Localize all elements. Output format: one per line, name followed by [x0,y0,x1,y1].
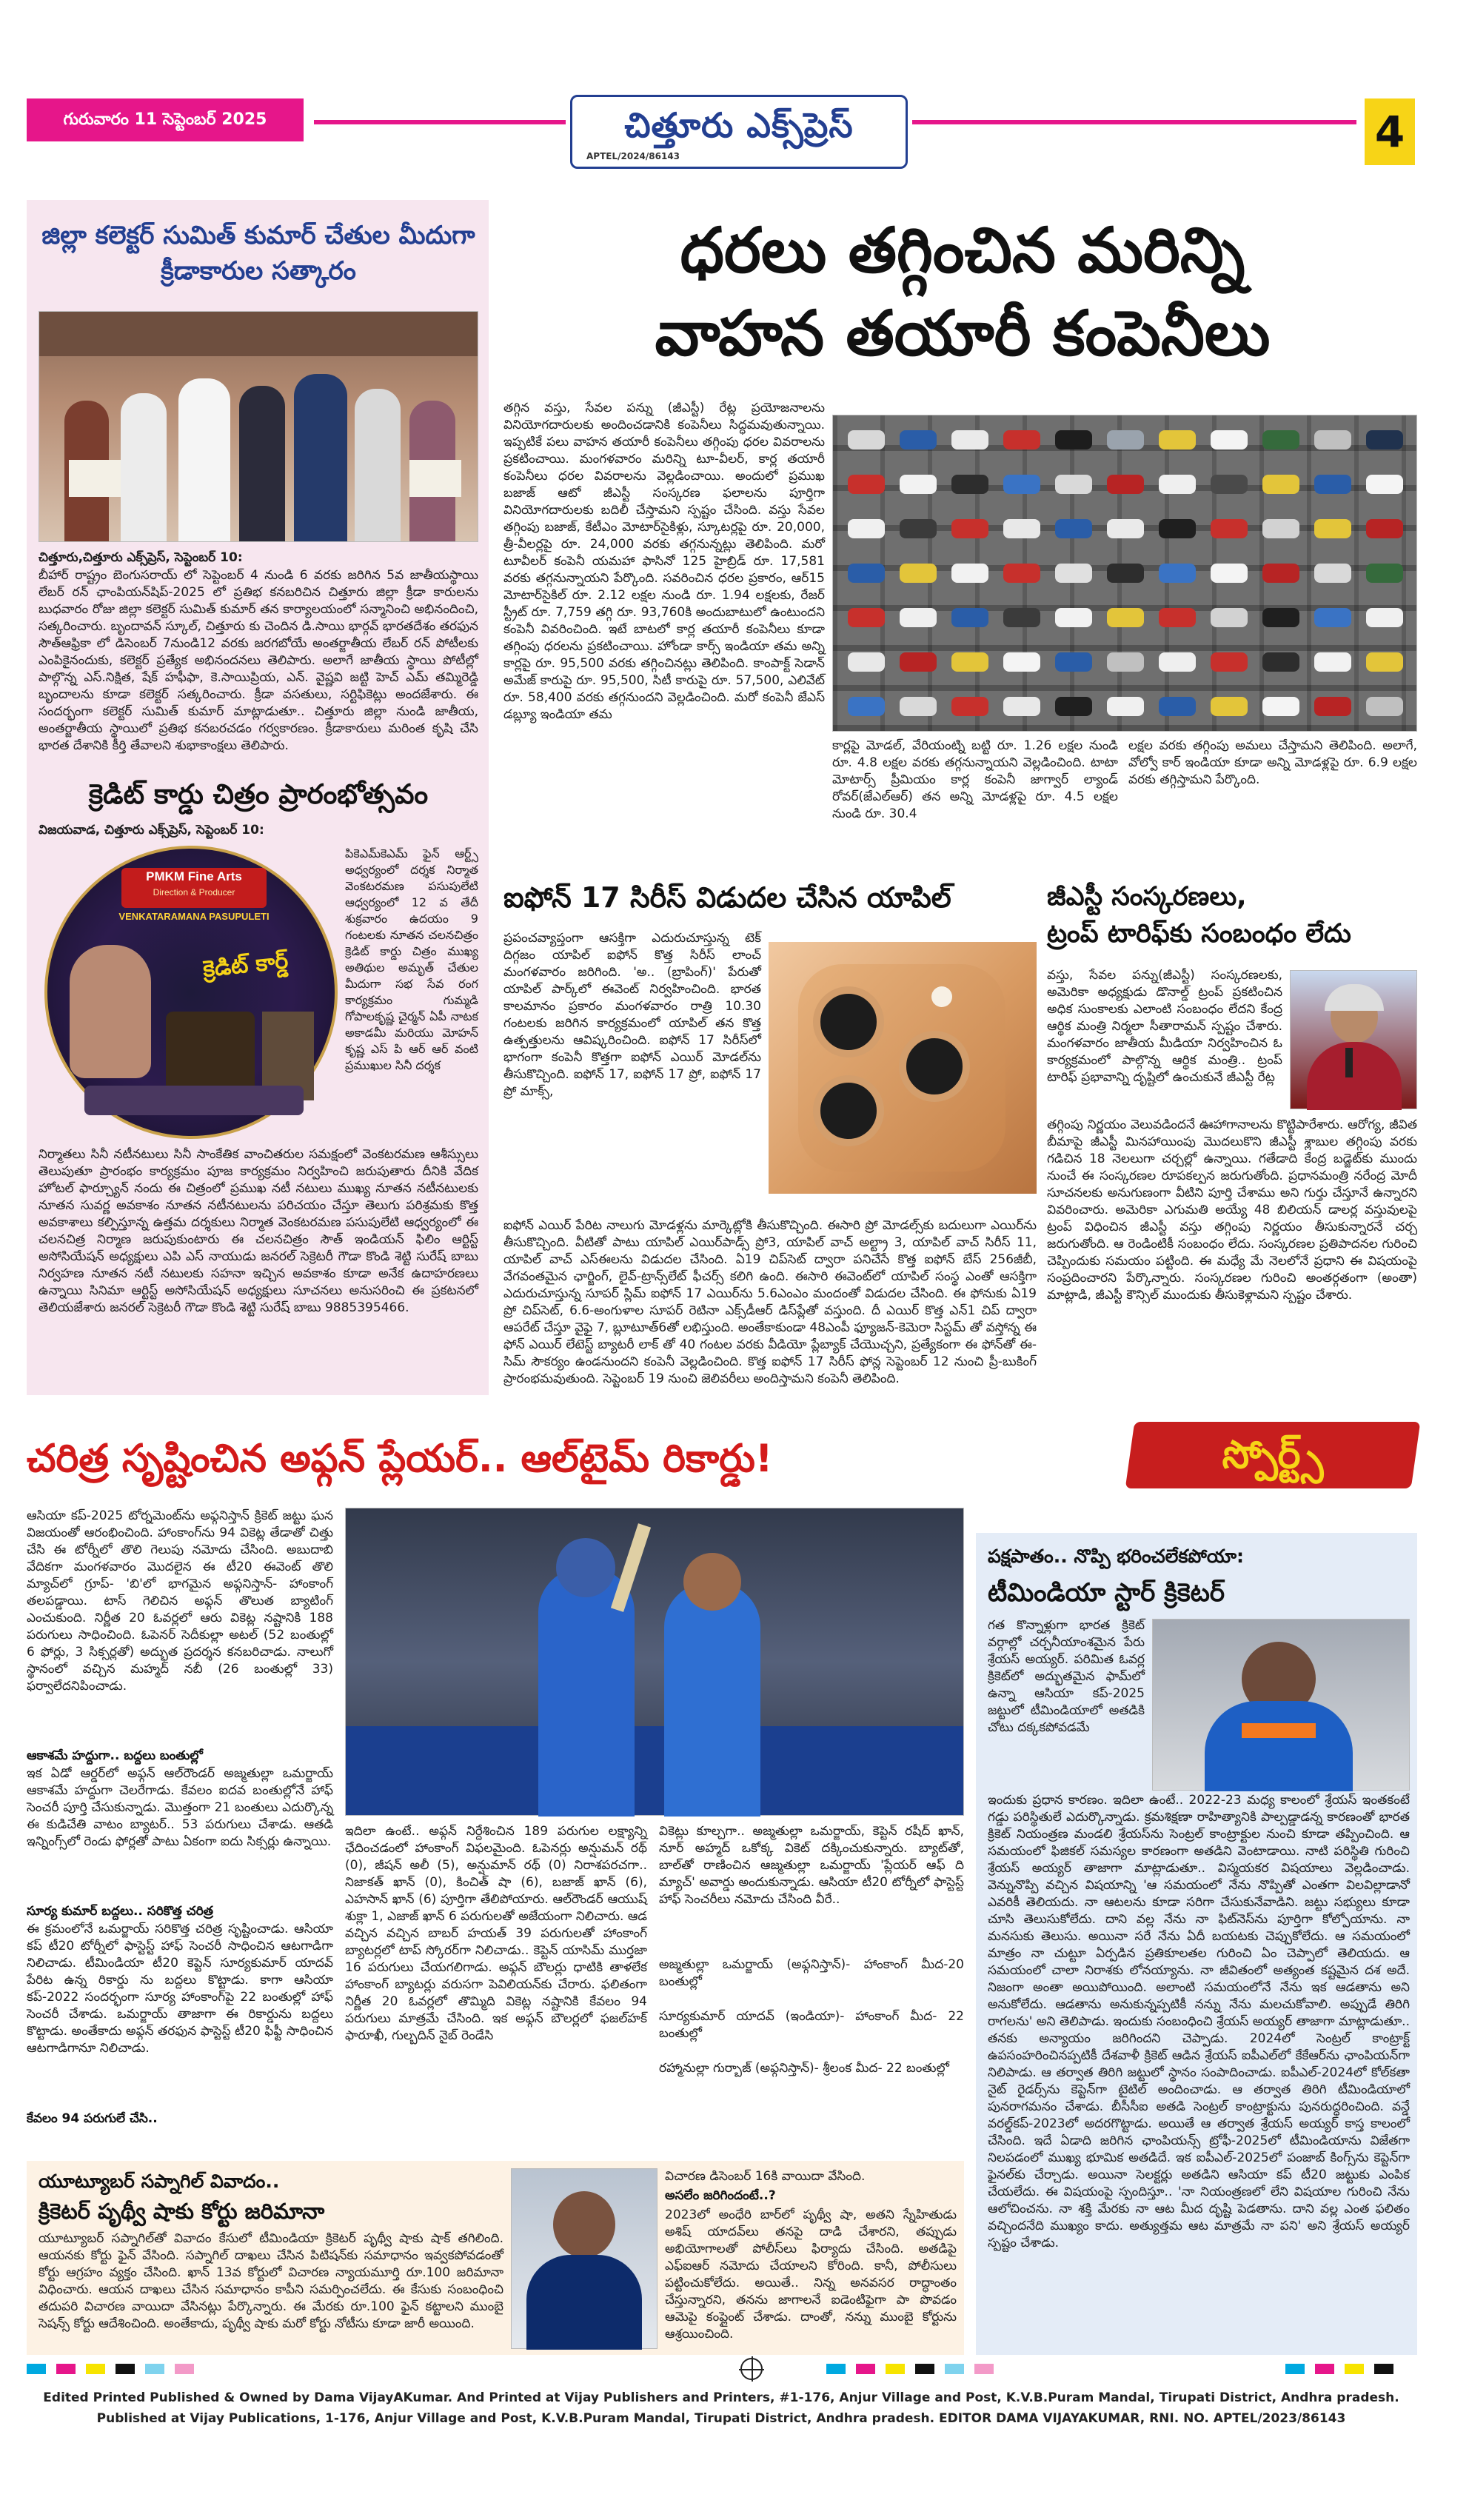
prithvi-kicker: యూట్యూబర్ సప్నాగిల్ వివాదం.. [39,2170,280,2192]
afghan-body-left-2: ఇక ఏడో ఆర్డర్‌లో అఫ్గన్ ఆల్‌రౌండర్ అజ్మతుల్లా ఒమర్జాయ్ ఆకాశమే హద్దుగా చెలరేగాడు. కేవలం ఐదవ బంతుల్లోనే హాఫ్ సెంచరీ పూర్తి చేసుకున్నాడు. మొత్తంగా 21 బంతులు ఎదుర్కొన్న ఈ కుడిచేతి వాటం బ్యాటర్.. 53 పరుగులు చేశాడు. ఆతడి ఇన్నింగ్స్‌లో రెండు ఫోర్లతో పాటు ఏకంగా ఐదు సిక్సర్లు ఉన్నాయి. [27,1766,333,1849]
prithvi-photo [511,2168,657,2349]
prithvi-right-body: 2023లో అంధేరి బార్‌లో పృథ్వీ షా, అతని స్నేహితుడు అశిష్ యాదవ్‌లు తనపై దాడి చేశారని, తప్పుడు అభియోగాలతో పోలీస్‌లు ఫిర్యాదు చేసింది. అతడిపై ఎఫ్ఐఆర్ నమోదు చేయాలని కోరింది. కానీ, పోలీసులు పట్టించుకోలేదు. అయితే.. నిన్న అనవసర రాద్ధాంతం చేస్తున్నారని, తనను జాగాలనే ఐడెంటిఫైగా పా పొవడం ఆమెపై కంప్లైంట్ చేశాడు. దాంతో, నన్ను ముంబై కోర్టును ఆశ్రయించింది. [665,2207,957,2342]
prithvi-right-top: విచారణ డిసెంబర్ 16కి వాయిదా వేసింది. [665,2169,866,2184]
prithvi-sub: అసలేం జరిగిందంటే..? [665,2188,776,2203]
credit-card-headline: క్రెడిట్ కార్డు చిత్రం ప్రారంభోత్సవం [88,778,429,810]
iphone-photo [769,942,1037,1194]
gst-body-top: వస్తు, సేవల పన్ను(జీఎస్టీ) సంస్కరణలకు, అమెరికా అధ్యక్షుడు డొనాల్డ్ ట్రంప్ ప్రకటించిన అధిక సుంకాలకు ఎలాంటి సంబంధం లేదని కేంద్ర ఆర్థిక మంత్రి నిర్మలా సీతారామన్ స్పష్టం చేశారు. మంగళవారం జాతీయ మీడియా నిర్వహించిన ఓ కార్యక్రమంలో పాల్గొన్న ఆర్థిక మంత్రి.. ట్రంప్ టారిఫ్ ప్రభావాన్ని దృష్టిలో ఉంచుకునే జీఎస్టీ రేట్ల [1047,968,1282,1085]
prithvi-headline: క్రికెటర్ పృథ్వీ షాకు కోర్టు జరిమానా [39,2199,325,2224]
registration-mark [740,2358,763,2380]
vehicles-body-under-1: కార్లపై మోడల్, వేరియంట్ని బట్టి రూ. 1.26 లక్షల నుండి రూ. 4.8 లక్షల వరకు తగ్గనున్నాయని వెల్లడించింది. టాటా మోటార్స్ ప్రీమియం కార్ల కంపెనీ జాగ్వార్ ల్యాండ్ రోవర్(జేఎల్ఆర్) తన అన్ని మోడళ్లపై రూ. 4.5 లక్షల నుండి రూ. 30.4 [832,738,1118,821]
collector-photo [39,311,478,542]
afghan-body-left: ఆసియా కప్-2025 టోర్నమెంట్‌ను అఫ్గనిస్తాన్ క్రికెట్ జట్టు ఘన విజయంతో ఆరంభించింది. హాంకాంగ్‌ను 94 వికెట్ల తేడాతో చిత్తు చేసి ఈ టోర్నీలో తొలి గెలుపు నమోదు చేసింది. అబుదాబి వేదికగా మంగళవారం మొదలైన ఈ టీ20 ఈవెంట్ తొలి మ్యాచ్‌లో గ్రూప్- 'బి'లో భాగమైన అఫ్గనిస్తాన్- హాంకాంగ్ తలపడ్డాయి. టాస్ గెలిచిన అఫ్గన్ తొలుత బ్యాటింగ్ ఎంచుకుంది. నిర్ణీత 20 ఓవర్లలో ఆరు వికెట్ల నష్టానికి 188 పరుగులు సాధించింది. ఓపెనర్ సెదీకుల్లా అటల్ (52 బంతుల్లో 6 ఫోర్లు, 3 సిక్సర్లతో) అద్భుత ప్రదర్శన కనబరిచాడు. నాలుగో స్థానంలో వచ్చిన మహ్మద్ నబీ (26 బంతుల్లో 33) ఫర్వాలేదనిపించాడు. [27,1508,333,1694]
footer-line-2: Published at Vijay Publications, 1-176, Anjur Village and Post, K.V.B.Puram Mandal, Tirupati District, Andhra pradesh. EDITOR DAMA VIJAYAKUMAR, RNI. NO. APTEL/2023/86143 [96,2411,1346,2426]
shreyas-photo [1152,1619,1410,1791]
afghan-body-right: వికెట్లు కూల్చగా.. అజ్మతుల్లా ఒమర్జాయ్, కెప్టెన్ రషీద్ ఖాన్, నూర్ అహ్మద్ ఒకోక్క వికెట్ దక్కించుకున్నారు. బ్యాట్‌తో, బాల్‌తో రాణించిన ఆజ్మతుల్లా ఒమర్జాయ్ 'ప్లేయర్ ఆఫ్ ది మ్యాచ్' అవార్డు అందుకున్నాడు. ఆసియా టీ20 టోర్నీలో ఫాస్టెస్ట్ హాఫ్ సెంచరీలు నమోదు చేసింది వీరే.. [659,1824,964,1907]
credit-card-dateline: విజయవాడ, చిత్తూరు ఎక్స్‌ప్రెస్, సెప్టెంబర్ 10: [39,823,264,838]
gst-headline-1: జీఎస్టీ సంస్కరణలు, [1047,882,1247,912]
afghan-body-mid: ఇదిలా ఉంటే.. అఫ్గన్ నిర్దేశించిన 189 పరుగుల లక్ష్యాన్ని ఛేదించడంలో హాంకాంగ్ విఫలమైంది. ఓపెనర్లు అన్షుమన్ రథ్ (0), జీషన్ అలీ (5), అన్షుమాన్ రథ్ (0) నిరాశపరచగా.. నిజాకత్ ఖాన్ (0), కించిత్ షా (6), బజాజ్ ఖాన్ (6), ఎహసాన్ ఖాన్ (6) పూర్తిగా తేలిపోయారు. ఆల్‌రౌండర్ ఆయుష్ శుక్లా 1, ఎజాజ్ ఖాన్ 6 పరుగులతో అజేయంగా నిలిచారు. ఆడ వచ్చిన వచ్చిన బాబర్ హయత్ 39 పరుగులతో హాంకాంగ్ బ్యాటర్లలో టాప్ స్కోరర్‌గా నిలిచాడు.. కెప్టెన్ యాసిమ్ ముర్తజా 16 పరుగులు చేయగలిగాడు. అఫ్గన్ బౌలర్లు ధాటికి తాళలేక హాంకాంగ్ బ్యాటర్లు వరుసగా పెవిలియన్‌కు చేరారు. ఫలితంగా నిర్ణీత 20 ఓవర్లలో తొమ్మిది వికెట్ల నష్టానికి కేవలం 94 పరుగులు మాత్రమే చేసింది. ఇక అఫ్గన్ బౌలర్లలో ఫజల్‌హక్ ఫారూఖీ, గుల్బదిన్ నైబ్ రెండేసి [345,1824,647,2043]
header-rule-left [314,120,566,124]
collector-body: బీహార్ రాష్ట్రం బెంగుసరాయ్ లో సెప్టెంబర్ 4 నుండి 6 వరకు జరిగిన 5వ జాతీయస్థాయి లేబర్ రన్ ఛాంపియన్‌షిప్-2025 లో ప్రతిభ కనబరిచిన చిత్తూరు జిల్లా క్రీడా కారులను బుధవారం రోజు జిల్లా కలెక్టర్ సుమిత్ కుమార్ తన కార్యాలయంలో సన్మానించి అభినందించి, సత్కరించారు. బృందావన్ స్కూల్, చిత్తూరు కు చెందిన డి.సాయి భార్గవ్ భారతదేశం తరఫున సౌత్ఆఫ్రికా లో డిసెంబర్ 7నుండి12 వరకు జరగబోయే అంతర్జాతీయ లేబర్ రన్ పోటీలకు ఎంపికైనందుకు, కలెక్టర్ ప్రత్యేక అభినందనలు తెలిపారు. అలాగే జాతీయ స్థాయి పోటీల్లో పాల్గొన్న ఎస్.నిక్షిత, షేక్ హఫీఫా, కె.సాయిప్రియ, ఎన్. వైష్ణవి జట్టి హెచ్ ఎమ్ తమ్మిరెడ్డి బృందాలను కూడా కలెక్టర్ సత్కరించారు. క్రీడా వసతులు, సర్టిఫికెట్లు అందజేశారు. ఈ సందర్భంగా కలెక్టర్ సుమిత్ కుమార్ మాట్లాడుతూ.. చిత్తూరు జిల్లా నుండి జాతీయ, అంతర్జాతీయ స్థాయిలో ప్రతిభ కనబరచడం గర్వకారణం. క్రీడాకారులు మరింత కృషి చేసి భారత దేశానికి కీర్తి తేవాలని శుభాకాంక్షలు తెలిపారు. [39,568,478,753]
page-number: 4 [1365,98,1415,165]
afghan-sub-3: కేవలం 94 పరుగులే చేసి.. [27,2111,158,2126]
footer-line-1: Edited Printed Published & Owned by Dama VijayAKumar. And Printed at Vijay Publishers and Printers, #1-176, Anjur Village and Post, K.V.B.Puram Mandal, Tirupati District, Andhra pradesh. [43,2390,1399,2405]
poster-role: Direction & Producer [153,887,235,898]
color-bar [27,2364,1416,2374]
collector-headline: జిల్లా కలెక్టర్ సుమిత్ కుమార్ చేతుల మీదుగా క్రీడాకారుల సత్కారం [41,221,475,286]
iphone-headline: ఐఫోన్ 17 సిరీస్ విడుదల చేసిన యాపిల్ [503,881,951,914]
masthead-sub: APTEL/2024/86143 [586,151,680,161]
prithvi-body: యూట్యూబర్ సప్నాగిల్‌తో వివాదం కేసులో టీమిండియా క్రికెటర్ పృథ్వీ షాకు షాక్ తగిలింది. ఆయనకు కోర్టు ఫైన్ వేసింది. సప్నాగిల్ దాఖలు చేసిన పిటిషన్‌కు సమాధానం ఇవ్వకపోవడంతో కోర్టు ఆగ్రహం వ్యక్తం చేసింది. ఖాన్ 13వ కోర్టులో విచారణ న్యాయమూర్తి రూ.100 జరిమానా విధించారు. ఆయన దాఖలు చేసిన సమాధానం కాపీని సమర్పించలేదు. ఈ కేసుకు సంబంధించి తదుపరి విచారణ వాయిదా వేసినట్లు పేర్కొన్నారు. ఈ మేరకు రూ.100 ఫైన్ కట్టాలని ముంబై సెషన్స్ కోర్టు ఆదేశించింది. అంతేకాదు, పృథ్వీ షాకు మరో కోర్టు నోటీసు కూడా జారీ అయింది. [39,2231,503,2331]
credit-card-body: నిర్మాతలు సినీ నటీనటులు సినీ సాంకేతిక వాంచితరుల సమక్షంలో వెంకటరమణ ఆశీస్సులు తెలుపుతూ ప్రారంభం కార్యక్రమం పూజ కార్యక్రమం నిర్వహించి జరుపుతారు దీనికి వేదిక హోటల్ ఫార్చ్యూన్ నందు ఈ చిత్రంలో ప్రముఖ నటీ నటులు ముఖ్య నూతన నటీనటులకు నూతన సువర్ణ అవకాశం నూతన నటీనటులను పరిచయం చేస్తూ తెలుగు పరిశ్రమకు కొత్త అవకాశాలు కల్పిస్తూన్న ఉత్తమ దర్శకులు నిర్మాత వెంకటరమణ పసుపులేటి ఆధ్వర్యంలో ఈ చలనచిత్ర నిర్మాణ జరుపుకుంటారు ఈ చలనచిత్రం సౌత్ ఇండియన్ ఫిలిం ఆర్టిస్ట్ అసోసియేషన్ అధ్యక్షులు ఎపి ఎస్ నాయుడు జనరల్ సెక్రెటరీ గౌడా కొండి శెట్టి సురేష్ బాబు నిర్వహణ నూతన నటీ నటులకు సహనా ఇచ్చిన అవకాశం కూడా అనేక ఉదాహరణలు ఉన్నాయి సినిమా ఆర్టిస్ట్ అసోసియేషన్ అధ్యక్షులు సూచనలు అనుసరించి ఈ ప్రకటనలో తెలియజేశారు జనరల్ సెక్రెటరీ గౌడా కొండి శెట్టి సురేష్ బాబు 9885395466. [39,1147,478,1315]
date-text: గురువారం 11 సెప్టెంబర్ 2025 [63,110,267,129]
credit-card-poster [44,846,338,1139]
shreyas-kicker: పక్షపాతం.. నొప్పి భరించలేకపోయా: [988,1545,1245,1567]
poster-company: PMKM Fine Arts [146,869,242,883]
vehicles-headline-1: ధరలు తగ్గించిన మరిన్ని [680,214,1245,287]
afghan-body-left-3: ఈ క్రమంలోనే ఒమర్జాయ్ సరికొత్త చరిత్ర సృష్టించాడు. ఆసియా కప్ టీ20 టోర్నీలో ఫాస్టెస్ట్ హాఫ్ సెంచరీ సాధించిన ఆటగాడిగా నిలిచాడు. టీమిండియా టీ20 కెప్టెన్ సూర్యకుమార్ యాదవ్ పేరిట ఉన్న రికార్డు ను బద్దలు కొట్టాడు. కాగా ఆసియా కప్-2022 సందర్భంగా సూర్య హాంకాంగ్‌పై 22 బంతుల్లో హాఫ్ సెంచరీ చేశాడు. ఒమర్జాయ్ తాజాగా ఈ రికార్డును బద్దలు కొట్టాడు. అంతేకాదు అఫ్గన్ తరఫున ఫాస్టెస్ట్ టీ20 ఫిఫ్టీ సాధించిన ఆటగాడిగానూ నిలిచాడు. [27,1922,333,2056]
gst-headline-2: ట్రంప్ టారిఫ్‌కు సంబంధం లేదు [1047,919,1351,949]
afghan-photo [345,1508,964,1816]
afghan-record-2: సూర్యకుమార్ యాదవ్ (ఇండియా)- హాంకాంగ్ మీద- 22 బంతుల్లో [659,2009,964,2041]
afghan-headline: చరిత్ర సృష్టించిన అఫ్గన్ ప్లేయర్.. ఆల్‌టైమ్ రికార్డు! [27,1437,773,1481]
shreyas-side: గత కొన్నాళ్లుగా భారత క్రికెట్ వర్గాల్లో చర్చనీయాంశమైన పేరు శ్రేయస్ అయ్యర్. పరిమిత ఓవర్ల క్రికెట్‌లో అద్భుతమైన ఫామ్‌లో ఉన్నా ఆసియా కప్-2025 జట్టులో టీమిండియాలో అతడికి చోటు దక్కకపోవడమే [988,1618,1145,1735]
vehicles-body-under-2: లక్షల వరకు తగ్గింపు అమలు చేస్తామని తెలిపింది. అలాగే, వోల్వో కార్ ఇండియా కూడా అన్ని మోడళ్లపై రూ. 6.9 లక్షల వరకు తగ్గిస్తామని పేర్కొంది. [1128,738,1417,787]
poster-name: VENKATARAMANA PASUPULETI [118,911,270,922]
credit-card-side: పికెఎమ్‌కెఎమ్ ఫైన్ ఆర్ట్స్ అధ్వర్యంలో దర్శక నిర్మాత వెంకటరమణ పసుపులేటి ఆధ్వర్యంలో 12 వ తేదీ శుక్రవారం ఉదయం 9 గంటలకు నూతన చలనచిత్రం క్రెడిట్ కార్డు చిత్రం ముఖ్య అతిథుల అమృత్ చేతుల మీదుగా సభ సేవ రంగ కార్యక్రమం గుమ్మడి గోపాలకృష్ణ చైర్మన్ ఏపీ నాటక అకాడమీ మరియు మోహన్ కృష్ణ ఎస్ పి ఆర్ ఆర్ వంటి ప్రముఖుల సినీ దర్శక [345,846,478,1072]
shreyas-body: ఇందుకు ప్రధాన కారణం. ఇదిలా ఉంటే.. 2022-23 మధ్య కాలంలో శ్రేయస్ ఇంతకంటే గడ్డు పరిస్థితులే ఎదుర్కొన్నాడు. క్రమశిక్షణా రాహిత్యానికి పాల్పడ్డాడన్న కారణంతో భారత క్రికెట్ నియంత్రణ మండలి శ్రేయస్‌ను సెంట్రల్ కాంట్రాక్టుల నుంచి కూడా తప్పించింది. ఆ సమయంలో ఫిజికల్ సమస్యల కారణంగా అతడిని వెంటాడాయి. నాటి పరిస్థితి గురించి శ్రేయస్ అయ్యర్ తాజాగా మాట్లాడుతూ.. విస్మయకర విషయాలు వెల్లడించాడు. వెన్నునొప్పి వచ్చిన విషయాన్ని 'ఆ సమయంలో నేను నొప్పితో ఎంతగా విలవిల్లాడానో ఎవరికీ తెలియదు. నా ఆటలను కూడా సరిగా చేసుకునేవాడిని. జట్టు సభ్యులు కూడా చూసి తెలుసుకోలేదు. దాని వల్ల నేను నా ఫిట్‌నెస్‌ను పూర్తిగా కోల్పోయాను. నా మనసుకు తెలుసు. అయినా సరే నేను ఏదీ బయటకు చెప్పుకోలేదు. ఆ సమయంలో మాత్రం నా చుట్టూ ఏర్పడిన ప్రతికూలతల గురించి ఏం చెప్పాలో తెలియదు. ఆ సమయంలో చాలా నిరాశకు లోనయ్యాను. నా జీవితంలో అత్యంత కష్టమైన దశ అదే. నిజంగా అంతా అయిపోయింది. అలాంటి సమయంలోనే నేను ఇక ఆడతాను అని అనుకోలేదు. ఆడతాను అనుకున్నప్పటికీ నన్ను నేను మలచుకోవాలి. అప్పుడే తిరిగి రాగలను' అని తెలిపాడు. ఇందుకు సంబంధించి శ్రేయస్ అయ్యర్ తాజాగా మాట్లాడుతూ.. తనకు అన్యాయం జరిగిందని చెప్పాడు. 2024లో సెంట్రల్ కాంట్రాక్ట్ ఉపసంహరించినప్పటికీ దేశవాళీ క్రికెట్ ఆడిన శ్రేయస్ ఐపీఎల్‌లో కేకేఆర్‌ను ఛాంపియన్‌గా నిలిపాడు. ఆ తర్వాత తిరిగి జట్టులో స్థానం సంపాదించాడు. ఐపీఎల్-2024లో కోల్‌కతా నైట్ రైడర్స్‌ను కెప్టెన్‌గా టైటిల్ అందించాడు. ఆ తర్వాత తిరిగి టీమిండియాలో పునరాగమనం చేశాడు. బీసీసీఐ అతడి సెంట్రల్ కాంట్రాక్టును పునరుద్ధరించింది. వన్డే వరల్డ్‌కప్-2023లో అదరగొట్టాడు. అయితే ఆ తర్వాత శ్రేయస్ అయ్యర్ కాస్త కాలంలో చేసింది. ఇదే ఏడాది జరిగిన ఛాంపియన్స్ ట్రోఫీ-2025లో టీమిండియాను విజేతగా నిలపడంలో ముఖ్య భూమిక అతడిదే. ఇక ఐపీఎల్-2025లో పంజాబ్ కింగ్స్‌ను కెప్టెన్‌గా ఫైనల్‌కు చేర్చాడు. అయినా సెలక్టర్లు అతడిని ఆసియా కప్ టీ20 జట్టుకు ఎంపిక చేయలేదు. ఈ విషయంపై స్పందిస్తూ.. 'నా నియంత్రణలో లేని విషయాల గురించి నేను ఆలోచించను. నా శక్తి మేరకు నా ఆట మీద దృష్టి పెడతాను. దాని వల్ల ఎంత ఫలితం వచ్చిందనేది ముఖ్యం కాదు. అత్యుత్తమ ఆట మాత్రమే నా పని' అని శ్రేయస్ అయ్యర్ స్పష్టం చేశాడు. [988,1793,1410,2250]
iphone-body-full: ఐఫోన్ ఎయిర్ పేరిట నాలుగు మోడళ్లను మార్కెట్లోకి తీసుకొచ్చింది. ఈసారి ప్రో మోడల్స్‌కు బదులుగా ఎయిర్‌ను తీసుకొచ్చింది. వీటితో పాటు యాపిల్ ఎయిర్‌పాడ్స్ ప్రో3, యాపిల్ వాచ్ అల్ట్రా 3, యాపిల్ వాచ్ సిరీస్ 11, యాపిల్ వాచ్ ఎస్ఈలను విడుదల చేసింది. ఏ19 చిప్‌సెట్ ద్వారా పనిచేసే కొత్త ఐఫోన్ బేస్ 256జీబీ, వేగవంతమైన ఛార్జింగ్, లైవ్-ట్రాన్స్‌లేట్ ఫీచర్స్ కలిగి ఉంది. ఈసారి ఈవెంట్‌లో యాపిల్ సంస్థ ఎంతో ఆసక్తిగా ఎదురుచూస్తున్న సూపర్ స్లిమ్ ఐఫోన్ 17 ఎయిర్‌ను 5.6ఎంఎం మందంతో విడుదల చేసింది. ఈ ఫోనుకు ఏ19 ప్రో చిప్‌సెట్, 6.6-అంగుళాల సూపర్ రెటినా ఎక్స్‌డీఆర్ డిస్‌ప్లే‌తో వస్తుంది. దీ ఎయిర్ కొత్త ఎన్1 చిప్ ద్వారా ఆపరేట్ చేస్తూ వైఫై 7, బ్లూటూత్‌6తో లభిస్తుంది. అంతేకాకుండా 48ఎంపీ ఫ్యూజన్-కెమెరా సిస్టమ్ తో వస్తోన్న ఈ ఫోన్ ఎయిర్ లేటెస్ట్ బ్యాటరీ లాక్ తో 40 గంటల వరకు వీడియో ప్లేబ్యాక్ చేయొచ్చని, ప్రత్యేకంగా ఈ ఫోన్‌తో ఈ-సిమ్ సౌకర్యం ఉండనుందని కంపెనీ వెల్లడించింది. కొత్త ఐఫోన్ 17 సిరీస్ ఫోన్ల సెప్టెంబర్ 12 నుంచి ప్రీ-బుకింగ్ ప్రారంభమవుతుంది. సెప్టెంబర్ 19 నుంచి జెలివరీలు అందిస్తామని కంపెనీ తెలిపింది. [503,1218,1037,1386]
masthead-title: చిత్తూరు ఎక్స్‌ప్రెస్ [624,105,854,145]
gst-body-full: తగ్గింపు నిర్ణయం వెలువడిందనే ఊహాగానాలను కొట్టిపారేశారు. ఆరోగ్య, జీవిత బీమాపై జీఎస్టీ మినహాయింపు మొదలుకొని జీఎస్టీ శ్లాబుల తగ్గింపు వరకు గడిచిన 18 నెలలుగా చర్చల్లో ఉన్నాయి. గతేడాది కేంద్ర బడ్జెట్‌కు ముందు నుంచే ఈ సంస్కరణల రూపకల్పన జరుగుతోంది. ప్రధానమంత్రి నరేంద్ర మోదీ సూచనలకు అనుగుణంగా వీటిని పూర్తి చేశాము అని గుర్తు చేస్తూనే ఉన్నారని వివరించారు. అమెరికా ఎగుమతి అయ్యే 48 బిలియన్ డాలర్ల వస్తువులపై ట్రంప్ విధించిన జీఎస్టీ వస్తు తగ్గింపు నిర్ణయం తీసుకున్నారనే చర్చ జరుగుతోంది. ఆ రెండింటికీ సంబంధం లేదు. సంస్కరణల ప్రతిపాదనల గురించి చెప్పిందుకు సమయం పట్టింది. ఈ మధ్యే మే నెలలోనే ప్రధాని ఈ విషయంపై సంప్రదించారని పేర్కొన్నారు. సంస్కరణల గురించి అంతర్గతంగా (అంతా) మాట్లాడి, జీఎస్టీ కౌన్సిల్ ముందుకు తీసుకెళ్లామని స్పష్టం చేశారు. [1047,1117,1417,1303]
shreyas-headline: టీమిండియా స్టార్ క్రికెటర్ [988,1578,1225,1608]
vehicles-headline-2: వాహన తయారీ కంపెనీలు [655,297,1271,370]
afghan-sub-1: ఆకాశమే హద్దుగా.. బద్దలు బంతుల్లో [27,1748,203,1763]
sports-label: స్పోర్ట్స్ [1222,1433,1324,1477]
iphone-body-left: ప్రపంచవ్యాప్తంగా ఆసక్తిగా ఎదురుచూస్తున్న టెక్ దిగ్గజం యాపిల్ ఐఫోన్ కొత్త సిరీస్ లాంచ్ మంగళవారం జరిగింది. 'అ.. (బ్రాపింగ్)' పేరుతో యాపిల్ పార్క్‌లో ఈవెంట్ నిర్వహించింది. భారత కాలమానం ప్రకారం మంగళవారం రాత్రి 10.30 గంటలకు జరిగిన కార్యక్రమంలో యాపిల్ తన కొత్త ఉత్పత్తులను ఆవిష్కరించింది. ఐఫోన్ 17 సిరీస్‌లో భాగంగా కంపెనీ కొత్తగా ఐఫోన్ ఎయిర్ మోడల్‌ను తీసుకొచ్చింది. ఐఫోన్ 17, ఐఫోన్ 17 ప్రో, ఐఫోన్ 17 ప్రో మాక్స్, [503,931,761,1099]
header-rule-right [912,120,1356,124]
collector-dateline: చిత్తూరు,చిత్తూరు ఎక్స్‌ప్రెస్, సెప్టెంబర్ 10: [39,550,243,565]
vehicles-body-left: తగ్గిన వస్తు, సేవల పన్ను (జీఎస్టీ) రేట్ల ప్రయోజనాలను వినియోగదారులకు అందించడానికి కంపెనీలు సిద్ధమవుతున్నాయి. ఇప్పటికే పలు వాహన తయారీ కంపెనీలు తగ్గింపు ధరల వివరాలను ప్రకటించాయి. మంగళవారం మరిన్ని టూ-వీలర్, కార్ల తయారీ కంపెనీలు ధరల వివరాలను వెల్లడించాయి. అందులో ప్రముఖ బజాజ్ ఆటో జీఎస్టీ సంస్కరణ ఫలాలను పూర్తిగా వినియోగదారులకు బదిలీ చేస్తామని స్పష్టం చేసింది. వస్తు సేవల తగ్గింపు బజాజ్, కేటీఎం మోటార్‌సైకిళ్లు, స్కూటర్లపై రూ. 20,000, త్రీ-వీలర్లపై రూ. 24,000 వరకు తగ్గనున్నట్లు తెలిపింది. మరో టూవీలర్ కంపెనీ యమహా ఫాసినో 125 హైబ్రిడ్ రూ. 17,581 వరకు తగ్గనున్నాయని పేర్కొంది. సవరించిన ధరల ప్రకారం, ఆర్15 మోటార్‌సైకిల్ రూ. 2.12 లక్షల నుండి రూ. 1.94 లక్షలకు, రేజర్ స్ట్రీట్ రూ. 7,759 తగ్గి రూ. 93,760కి అందుబాటులో ఉంటుందని కంపెనీ వివరించింది. ఇటే బాటలో కార్ల తయారీ కంపెనీలు కూడా తగ్గింపు ధరలను ప్రకటించాయి. హోండా కార్స్ ఇండియా తమ అన్ని కార్లపై రూ. 95,500 వరకు తగ్గించినట్లు తెలిపింది. కాంపాక్ట్ సెడాన్ అమేజ్ కారుపై రూ. 95,500, సిటీ కారుపై రూ. 57,500, ఎలివేట్ రూ. 58,400 వరకు తగ్గనుందని వెల్లడించింది. మరో కంపెనీ జేఎస్ డబ్ల్యూ ఇండియా తమ [503,401,825,722]
cars-photo [832,415,1417,732]
gst-photo [1290,970,1417,1109]
afghan-record-3: రహ్మానుల్లా గుర్బాజ్ (అఫ్గనిస్తాన్)- శ్రీలంక మీద- 22 బంతుల్లో [659,2061,950,2076]
poster-title: క్రెడిట్ కార్డ్ [201,948,290,983]
afghan-record-1: అజ్మతుల్లా ఒమర్జాయ్ (అఫ్గనిస్తాన్)- హాంకాంగ్ మీద-20 బంతుల్లో [659,1957,964,1989]
afghan-sub-2: సూర్య కుమార్ బద్దలు.. సరికొత్త చరిత్ర [27,1904,213,1919]
